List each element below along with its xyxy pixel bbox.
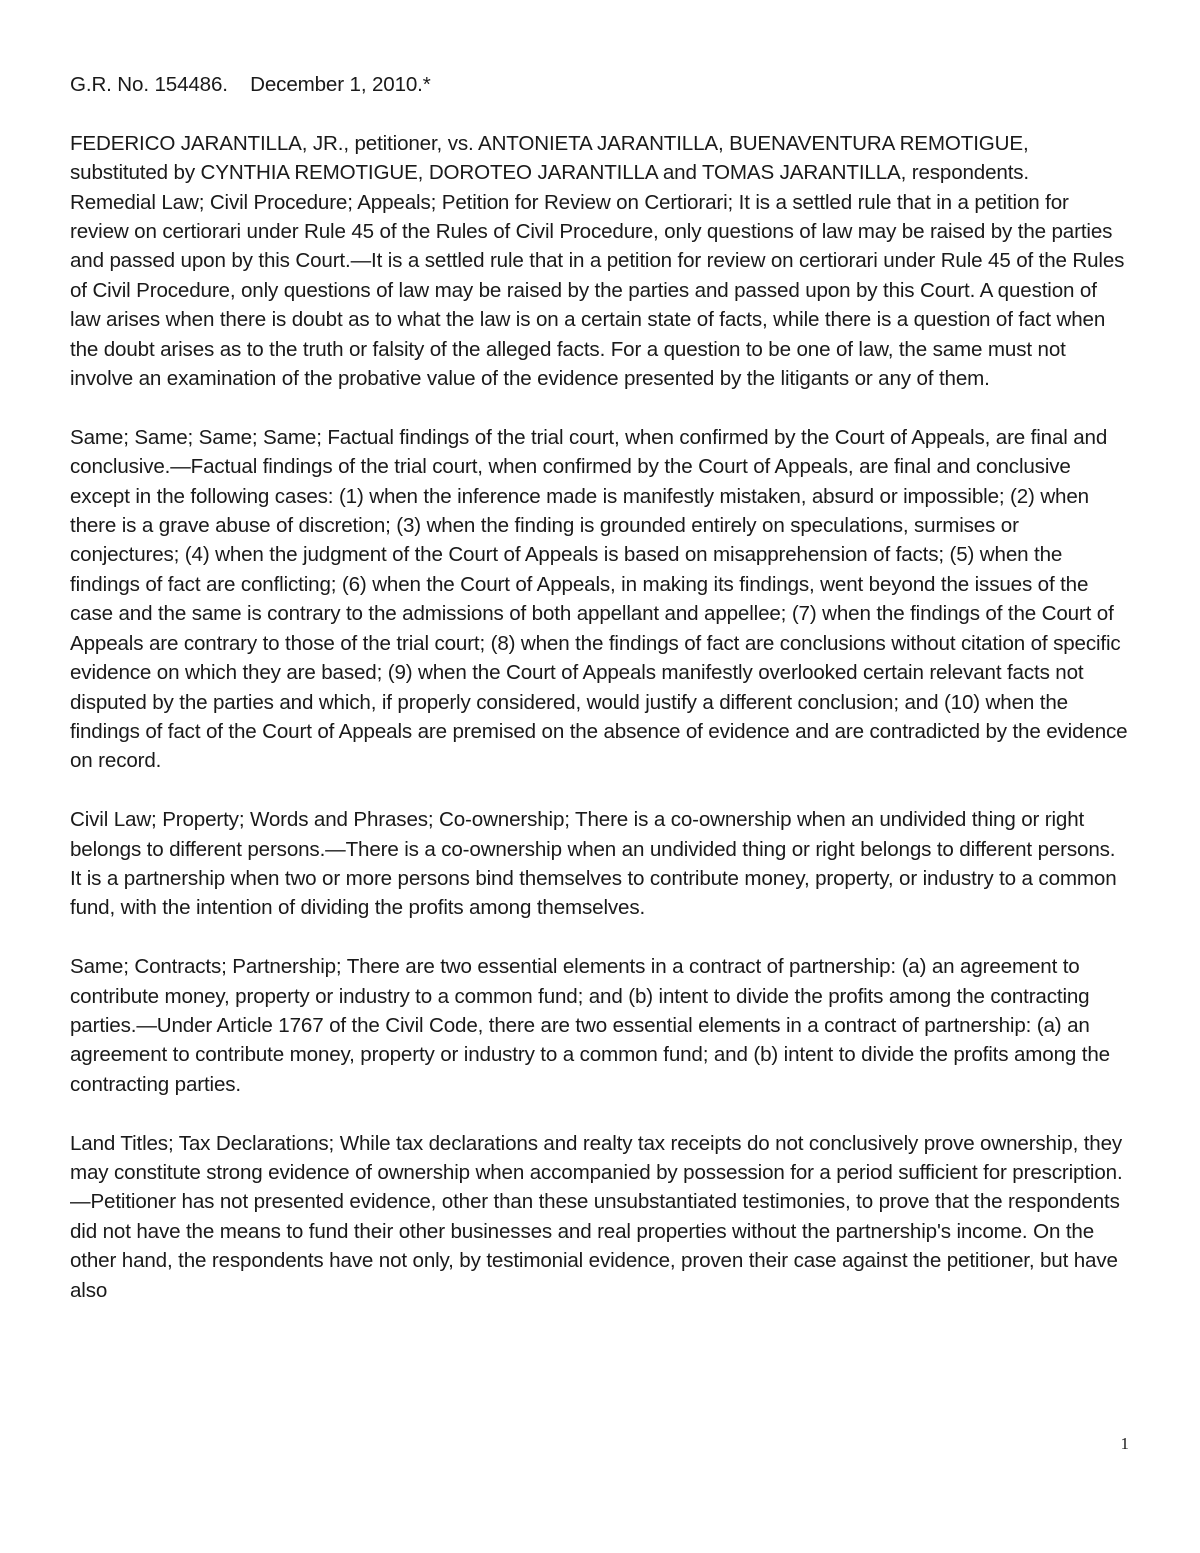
syllabus-paragraph-3: Civil Law; Property; Words and Phrases; Co-ownership; There is a co-ownership when an undivided thing or right belongs to different persons.—There is a co-ownership when an undivided thing or right belongs to different persons. It is a partnership when two or more persons bind themselves to contribute money, property, or industry to a common fund, with the intention of dividing the profits among themselves.	[70, 808, 1117, 920]
case-parties: FEDERICO JARANTILLA, JR., petitioner, vs. ANTONIETA JARANTILLA, BUENAVENTURA REMOTIGUE, substituted by CYNTHIA REMOTIGUE, DOROTEO JARANTILLA and TOMAS JARANTILLA, respondents.	[70, 131, 1029, 185]
syllabus-paragraph-2: Same; Same; Same; Same; Factual findings of the trial court, when confirmed by the Court of Appeals, are final and conclusive.—Factual findings of the trial court, when confirmed by the Court of Appeals, are final and conclusive except in the following cases: (1) when the inference made is manifestly mistaken, absurd or impossible; (2) when there is a grave abuse of discretion; (3) when the finding is grounded entirely on speculations, surmises or conjectures; (4) when the judgment of the Court of Appeals is based on misapprehension of facts; (5) when the findings of fact are conflicting; (6) when the Court of Appeals, in making its findings, went beyond the issues of the case and the same is contrary to the admissions of both appellant and appellee; (7) when the findings of the Court of Appeals are contrary to those of the trial court; (8) when the findings of fact are conclusions without citation of specific evidence on which they are based; (9) when the Court of Appeals manifestly overlooked certain relevant facts not disputed by the parties and which, if properly considered, would justify a different conclusion; and (10) when the findings of fact of the Court of Appeals are premised on the absence of evidence and are contradicted by the evidence on record.	[70, 425, 1128, 773]
page-number: 1	[1120, 1434, 1129, 1453]
document-page	[70, 70, 1132, 1305]
syllabus-paragraph-1: Remedial Law; Civil Procedure; Appeals; Petition for Review on Certiorari; It is a settled rule that in a petition for review on certiorari under Rule 45 of the Rules of Civil Procedure, only questions of law may be raised by the parties and passed upon by this Court.—It is a settled rule that in a petition for review on certiorari under Rule 45 of the Rules of Civil Procedure, only questions of law may be raised by the parties and passed upon by this Court. A question of law arises when there is doubt as to what the law is on a certain state of facts, while there is a question of fact when the doubt arises as to the truth or falsity of the alleged facts. For a question to be one of law, the same must not involve an examination of the probative value of the evidence presented by the litigants or any of them.	[70, 190, 1125, 391]
syllabus-paragraph-4: Same; Contracts; Partnership; There are two essential elements in a contract of partnership: (a) an agreement to contribute money, property or industry to a common fund; and (b) intent to divide the profits among the contracting parties.—Under Article 1767 of the Civil Code, there are two essential elements in a contract of partnership: (a) an agreement to contribute money, property or industry to a common fund; and (b) intent to divide the profits among the contracting parties.	[70, 955, 1110, 1096]
syllabus-paragraph-5: Land Titles; Tax Declarations; While tax declarations and realty tax receipts do not conclusively prove ownership, they may constitute strong evidence of ownership when accompanied by possession for a period sufficient for prescription.—Petitioner has not presented evidence, other than these unsubstantiated testimonies, to prove that the respondents did not have the means to fund their other businesses and real properties without the partnership's income. On the other hand, the respondents have not only, by testimonial evidence, proven their case against the petitioner, but have also	[70, 1131, 1123, 1302]
case-header: G.R. No. 154486. December 1, 2010.*	[70, 73, 431, 96]
